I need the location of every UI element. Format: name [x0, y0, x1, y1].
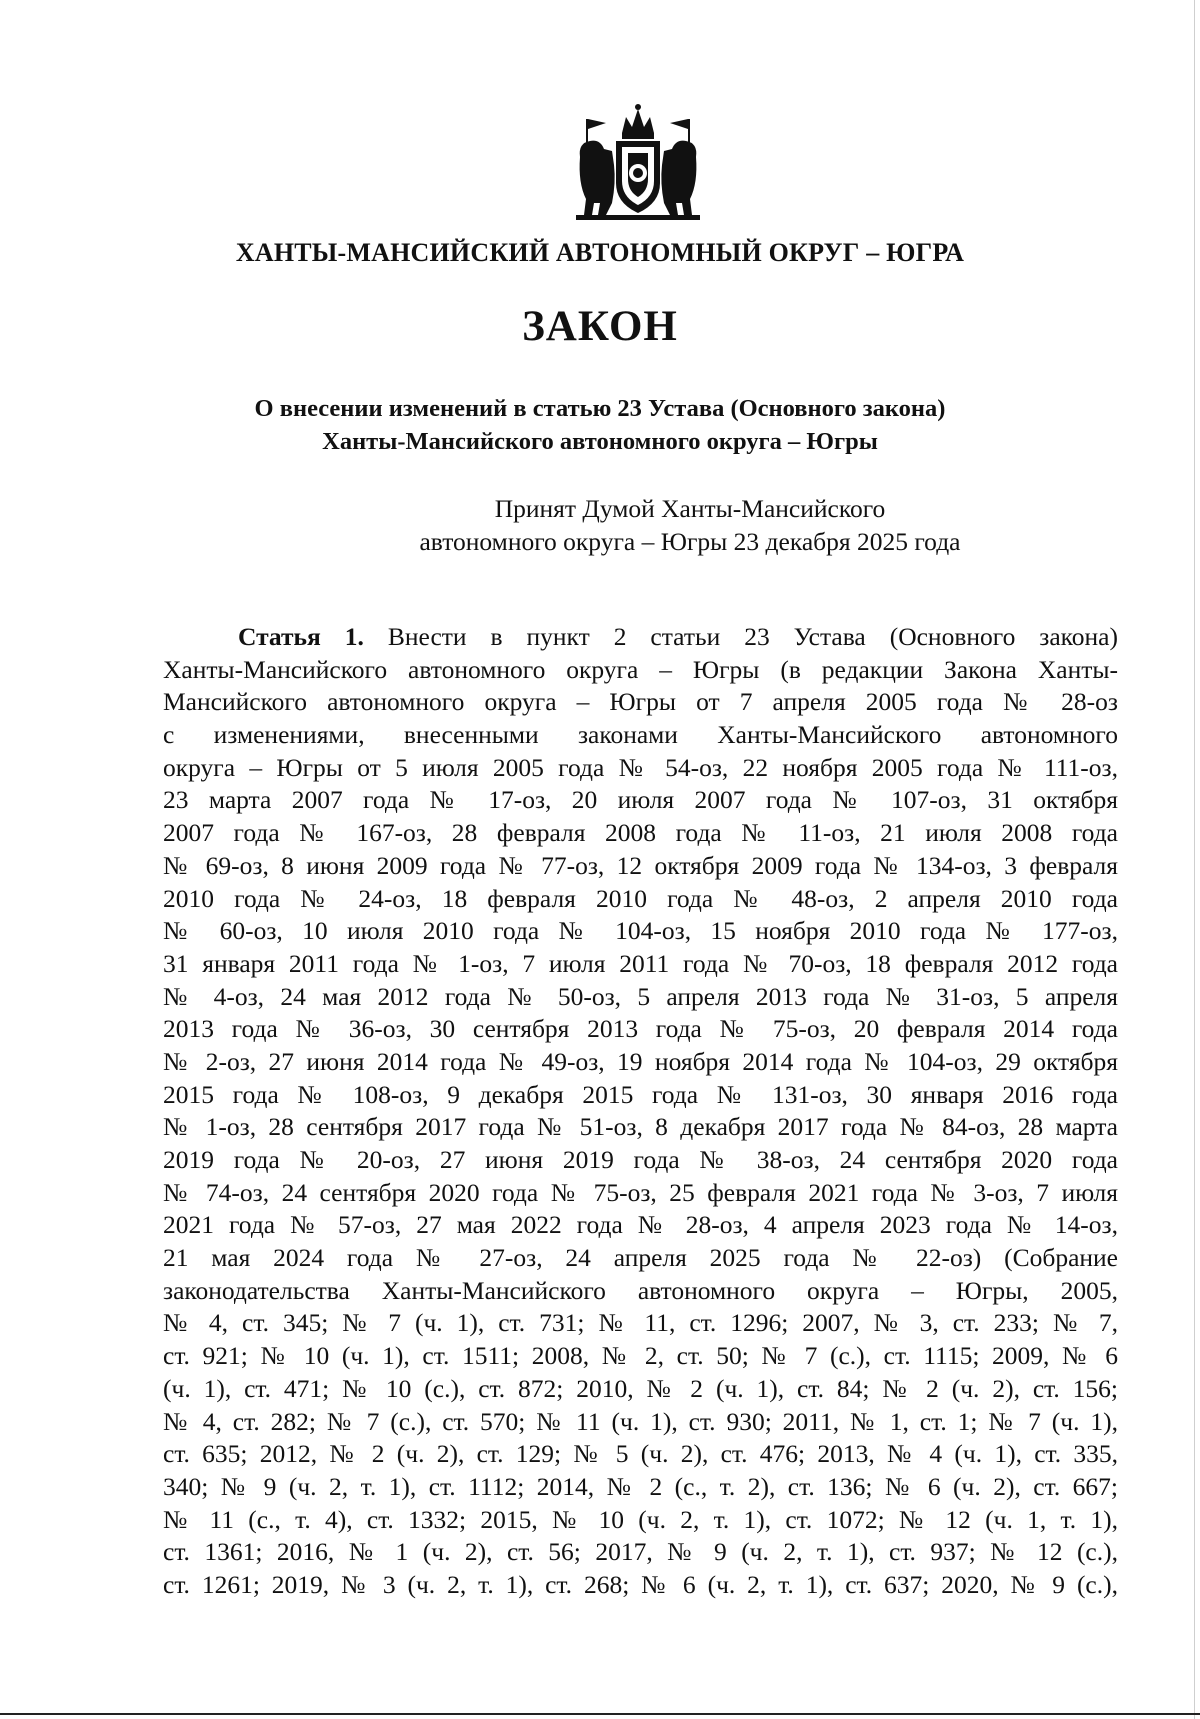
- article-text-line: законодательства Ханты-Мансийского автономного округа – Югры, 2005,: [163, 1275, 1118, 1305]
- article-text-line: № 4-оз, 24 мая 2012 года № 50-оз, 5 апреля 2013 года № 31-оз, 5 апреля: [163, 981, 1118, 1011]
- article-text-line: № 2-оз, 27 июня 2014 года № 49-оз, 19 ноября 2014 года № 104-оз, 29 октября: [163, 1046, 1118, 1076]
- subject-line: Ханты-Мансийского автономного округа – Югры: [322, 428, 878, 455]
- article-text-line: ст. 635; 2012, № 2 (ч. 2), ст. 129; № 5 (ч. 2), ст. 476; 2013, № 4 (ч. 1), ст. 335,: [163, 1439, 1118, 1469]
- article-text-line: Мансийского автономного округа – Югры от 7 апреля 2005 года № 28-оз: [163, 687, 1118, 717]
- coat-of-arms-icon: [572, 103, 704, 221]
- adoption-line: автономного округа – Югры 23 декабря 2025 года: [419, 527, 961, 556]
- page-edge: [1194, 0, 1195, 1719]
- article-1-body: [163, 621, 1118, 1602]
- document-type-heading: ЗАКОН: [522, 303, 678, 350]
- article-text-line: с изменениями, внесенными законами Ханты-Мансийского автономного: [163, 720, 1118, 750]
- article-text-line: (ч. 1), ст. 471; № 10 (с.), ст. 872; 2010, № 2 (ч. 1), ст. 84; № 2 (ч. 2), ст. 156;: [163, 1373, 1118, 1403]
- region-name: ХАНТЫ-МАНСИЙСКИЙ АВТОНОМНЫЙ ОКРУГ – ЮГРА: [235, 238, 965, 267]
- article-lines: [163, 654, 1118, 1602]
- article-text-line: ст. 1361; 2016, № 1 (ч. 2), ст. 56; 2017, № 9 (ч. 2, т. 1), ст. 937; № 12 (с.),: [163, 1537, 1118, 1567]
- article-first-line-text: Внести в пункт 2 статьи 23 Устава (Основного закона): [387, 622, 1118, 651]
- article-text-line: 31 января 2011 года № 1-оз, 7 июля 2011 года № 70-оз, 18 февраля 2012 года: [163, 948, 1118, 978]
- article-text-line: № 74-оз, 24 сентября 2020 года № 75-оз, 25 февраля 2021 года № 3-оз, 7 июля: [163, 1177, 1118, 1207]
- article-label: Статья 1.: [238, 622, 364, 651]
- article-text-line: № 60-оз, 10 июля 2010 года № 104-оз, 15 ноября 2010 года № 177-оз,: [163, 916, 1118, 946]
- article-text-line: 2007 года № 167-оз, 28 февраля 2008 года № 11-оз, 21 июля 2008 года: [163, 818, 1118, 848]
- article-text-line: 2021 года № 57-оз, 27 мая 2022 года № 28-оз, 4 апреля 2023 года № 14-оз,: [163, 1210, 1118, 1240]
- article-text-line: 2010 года № 24-оз, 18 февраля 2010 года № 48-оз, 2 апреля 2010 года: [163, 883, 1118, 913]
- article-text-line: № 69-оз, 8 июня 2009 года № 77-оз, 12 октября 2009 года № 134-оз, 3 февраля: [163, 850, 1118, 880]
- article-text-line: округа – Югры от 5 июля 2005 года № 54-оз, 22 ноября 2005 года № 111-оз,: [163, 752, 1118, 782]
- article-text-line: ст. 1261; 2019, № 3 (ч. 2, т. 1), ст. 268; № 6 (ч. 2, т. 1), ст. 637; 2020, № 9 (с.),: [163, 1569, 1118, 1599]
- article-text-line: 2015 года № 108-оз, 9 декабря 2015 года № 131-оз, 30 января 2016 года: [163, 1079, 1118, 1109]
- adoption-note: [300, 492, 1080, 558]
- article-text-line: ст. 921; № 10 (ч. 1), ст. 1511; 2008, № 2, ст. 50; № 7 (с.), ст. 1115; 2009, № 6: [163, 1341, 1118, 1371]
- page-bottom-rule: [0, 1713, 1200, 1715]
- subject-line: О внесении изменений в статью 23 Устава (Основного закона): [254, 395, 946, 422]
- article-text-line: 340; № 9 (ч. 2, т. 1), ст. 1112; 2014, № 2 (с., т. 2), ст. 136; № 6 (ч. 2), ст. 667;: [163, 1471, 1118, 1501]
- article-text-line: 2013 года № 36-оз, 30 сентября 2013 года № 75-оз, 20 февраля 2014 года: [163, 1014, 1118, 1044]
- article-text-line: 21 мая 2024 года № 27-оз, 24 апреля 2025 года № 22-оз) (Собрание: [163, 1243, 1118, 1273]
- article-text-line: 23 марта 2007 года № 17-оз, 20 июля 2007 года № 107-оз, 31 октября: [163, 785, 1118, 815]
- article-text-line: 2019 года № 20-оз, 27 июня 2019 года № 38-оз, 24 сентября 2020 года: [163, 1145, 1118, 1174]
- article-first-line: [163, 621, 1118, 654]
- article-text-line: № 1-оз, 28 сентября 2017 года № 51-оз, 8 декабря 2017 года № 84-оз, 28 марта: [163, 1112, 1118, 1142]
- article-text-line: Ханты-Мансийского автономного округа – Югры (в редакции Закона Ханты-: [163, 654, 1118, 684]
- law-subject-title: [0, 392, 1200, 458]
- article-text-line: № 11 (с., т. 4), ст. 1332; 2015, № 10 (ч. 2, т. 1), ст. 1072; № 12 (ч. 1, т. 1),: [163, 1504, 1118, 1534]
- article-text-line: № 4, ст. 345; № 7 (ч. 1), ст. 731; № 11, ст. 1296; 2007, № 3, ст. 233; № 7,: [163, 1308, 1118, 1338]
- adoption-line: Принят Думой Ханты-Мансийского: [494, 494, 886, 523]
- article-text-line: № 4, ст. 282; № 7 (с.), ст. 570; № 11 (ч. 1), ст. 930; 2011, № 1, ст. 1; № 7 (ч. 1),: [163, 1406, 1118, 1436]
